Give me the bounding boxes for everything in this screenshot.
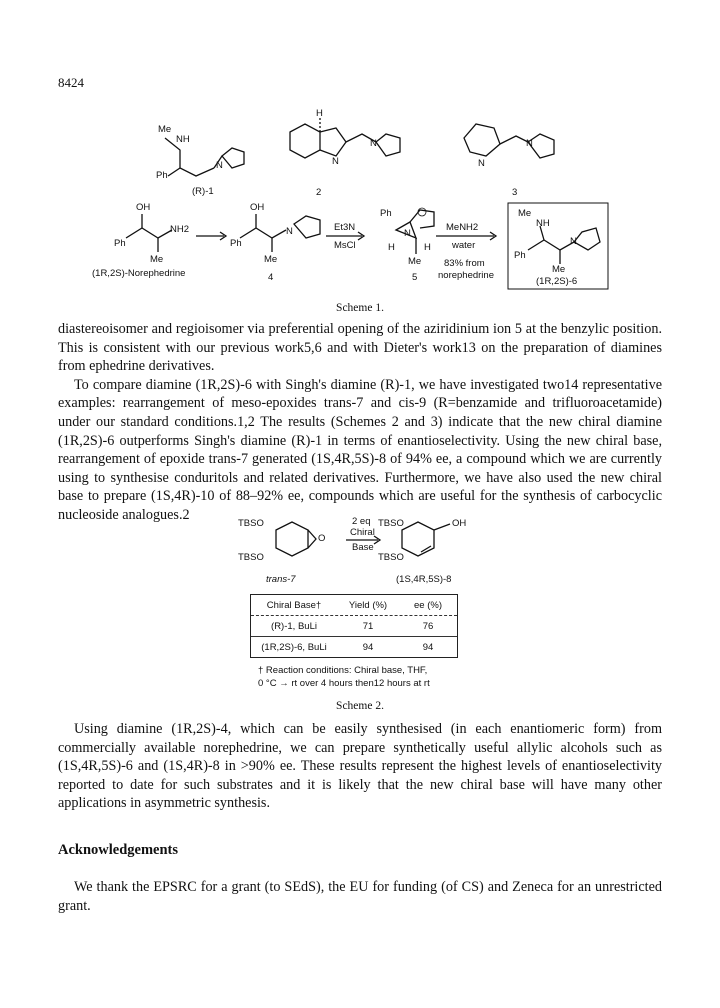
nh-label: NH xyxy=(176,134,190,145)
trans7-label: trans-7 xyxy=(266,574,296,585)
me-label: Me xyxy=(264,254,278,265)
compound-2-label: 2 xyxy=(316,187,322,198)
header-ee: ee (%) xyxy=(414,599,442,611)
cell-ee: 94 xyxy=(422,641,434,653)
compound-5-label: 5 xyxy=(412,272,418,283)
ph-label: Ph xyxy=(380,208,392,219)
paragraph-3: Using diamine (1R,2S)-4, which can be easily synthesised (in each enantiomeric form) from commercially available norephedrine, we can prepare synthetically useful allylic alcohols such as (1S,4R,5S)-6 and (1S,4R)-8 in >90% ee. These results represent the highest levels of enantioselectivity reported to date for such substrates and it is likely that the new chiral base will have many other applications in asymmetric synthesis. xyxy=(58,721,662,812)
compound-3-label: 3 xyxy=(512,187,518,198)
compound-r1-label: (R)-1 xyxy=(192,186,214,197)
norephedrine-label: (1R,2S)-Norephedrine xyxy=(92,268,186,279)
ph-label: Ph xyxy=(230,238,242,249)
page-number: 8424 xyxy=(58,75,84,90)
table-row xyxy=(251,636,457,657)
me-label: Me xyxy=(158,124,172,135)
table-row xyxy=(251,616,457,636)
n-label: N xyxy=(526,138,533,149)
paragraph-2: To compare diamine (1R,2S)-6 with Singh's diamine (R)-1, we have investigated two14 representative examples: rearrangement of meso-epoxides trans-7 and cis-9 (R=benzamide and trifluoroacetamide) under our standard conditions.1,2 The results (Schemes 2 and 3) indicate that the new chiral diamine (1R,2S)-6 outperforms Singh's diamine (R)-1 in terms of enantioselectivity. Using the new chiral base, rearrangement of epoxide trans-7 generated (1S,4R,5S)-8 of 94% ee, a compound which we are currently using to synthesise conduritols and related derivatives. Furthermore, we have also used the new chiral base to prepare (1S,4R)-10 of 88–92% ee, compounds which are useful for the synthesis of carbocyclic nucleoside analogues.2 xyxy=(58,376,662,523)
me-label: Me xyxy=(518,208,532,219)
results-table xyxy=(250,594,458,658)
compound-8-label: (1S,4R,5S)-8 xyxy=(396,574,452,585)
nh2-label: NH2 xyxy=(170,224,190,235)
compound-4-label: 4 xyxy=(268,272,274,283)
reagent-et3n: Et3N xyxy=(334,222,356,233)
h-label: H xyxy=(316,108,323,119)
ph-label: Ph xyxy=(156,170,168,181)
scheme2-caption: Scheme 2. xyxy=(336,700,384,712)
h-label: H xyxy=(388,242,395,253)
acknowledgements-text: We thank the EPSRC for a grant (to SEdS), the EU for funding (of CS) and Zeneca for an unrestricted grant. xyxy=(58,879,662,914)
reaction-conditions-footnote xyxy=(258,664,478,690)
reagent-mscl: MsCl xyxy=(334,240,356,251)
tbso-label: TBSO xyxy=(378,518,404,529)
me-label: Me xyxy=(552,264,566,275)
yield-note-2: norephedrine xyxy=(438,270,494,281)
yield-note: 83% from xyxy=(444,258,485,269)
n-label: N xyxy=(478,158,485,169)
body-text-2 xyxy=(58,720,662,813)
reagent-base: Base xyxy=(352,542,374,553)
tbso-label: TBSO xyxy=(238,518,264,529)
tbso-label: TBSO xyxy=(238,552,264,563)
acknowledgements-heading: Acknowledgements xyxy=(58,842,179,858)
cell-base: (R)-1, BuLi xyxy=(271,620,317,632)
paragraph-1: diastereoisomer and regioisomer via preferential opening of the aziridinium ion 5 at the benzylic position. This is consistent with our previous work5,6 and with Dieter's work13 on the preparation of diamines from ephedrine derivatives. xyxy=(58,321,662,375)
footnote-line: † Reaction conditions: Chiral base, THF, xyxy=(258,665,428,676)
reagent-chiral: Chiral xyxy=(350,527,375,538)
cell-ee: 76 xyxy=(422,620,434,632)
n-label: N xyxy=(404,228,411,239)
oh-label: OH xyxy=(250,202,265,213)
cell-yield: 71 xyxy=(362,620,374,632)
oh-label: OH xyxy=(136,202,151,213)
ph-label: Ph xyxy=(514,250,526,261)
reagent-2eq: 2 eq xyxy=(352,516,371,527)
tbso-label: TBSO xyxy=(378,552,404,563)
reagent-water: water xyxy=(452,240,476,251)
n-label: N xyxy=(216,160,223,171)
oh-label: OH xyxy=(452,518,467,529)
reagent-menh2: MeNH2 xyxy=(446,222,479,233)
scheme1-structures xyxy=(0,0,720,310)
n-label: N xyxy=(332,156,339,167)
acknowledgements-body xyxy=(58,878,662,915)
me-label: Me xyxy=(150,254,164,265)
n-label: N xyxy=(570,236,577,247)
ph-label: Ph xyxy=(114,238,126,249)
n-label: N xyxy=(286,226,293,237)
cell-base: (1R,2S)-6, BuLi xyxy=(261,641,327,653)
nh-label: NH xyxy=(536,218,550,229)
me-label: Me xyxy=(408,256,422,267)
scheme1-caption: Scheme 1. xyxy=(336,302,384,314)
n-label: N xyxy=(370,138,377,149)
body-text xyxy=(58,320,662,525)
compound-6-label: (1R,2S)-6 xyxy=(536,276,578,287)
cell-yield: 94 xyxy=(362,641,374,653)
epoxide-o-label: O xyxy=(318,533,326,544)
header-chiral-base: Chiral Base† xyxy=(266,599,322,611)
footnote-line: 0 °C → rt over 4 hours then12 hours at rt xyxy=(258,678,430,689)
h-label: H xyxy=(424,242,431,253)
table-header xyxy=(251,595,457,616)
header-yield: Yield (%) xyxy=(348,599,388,611)
